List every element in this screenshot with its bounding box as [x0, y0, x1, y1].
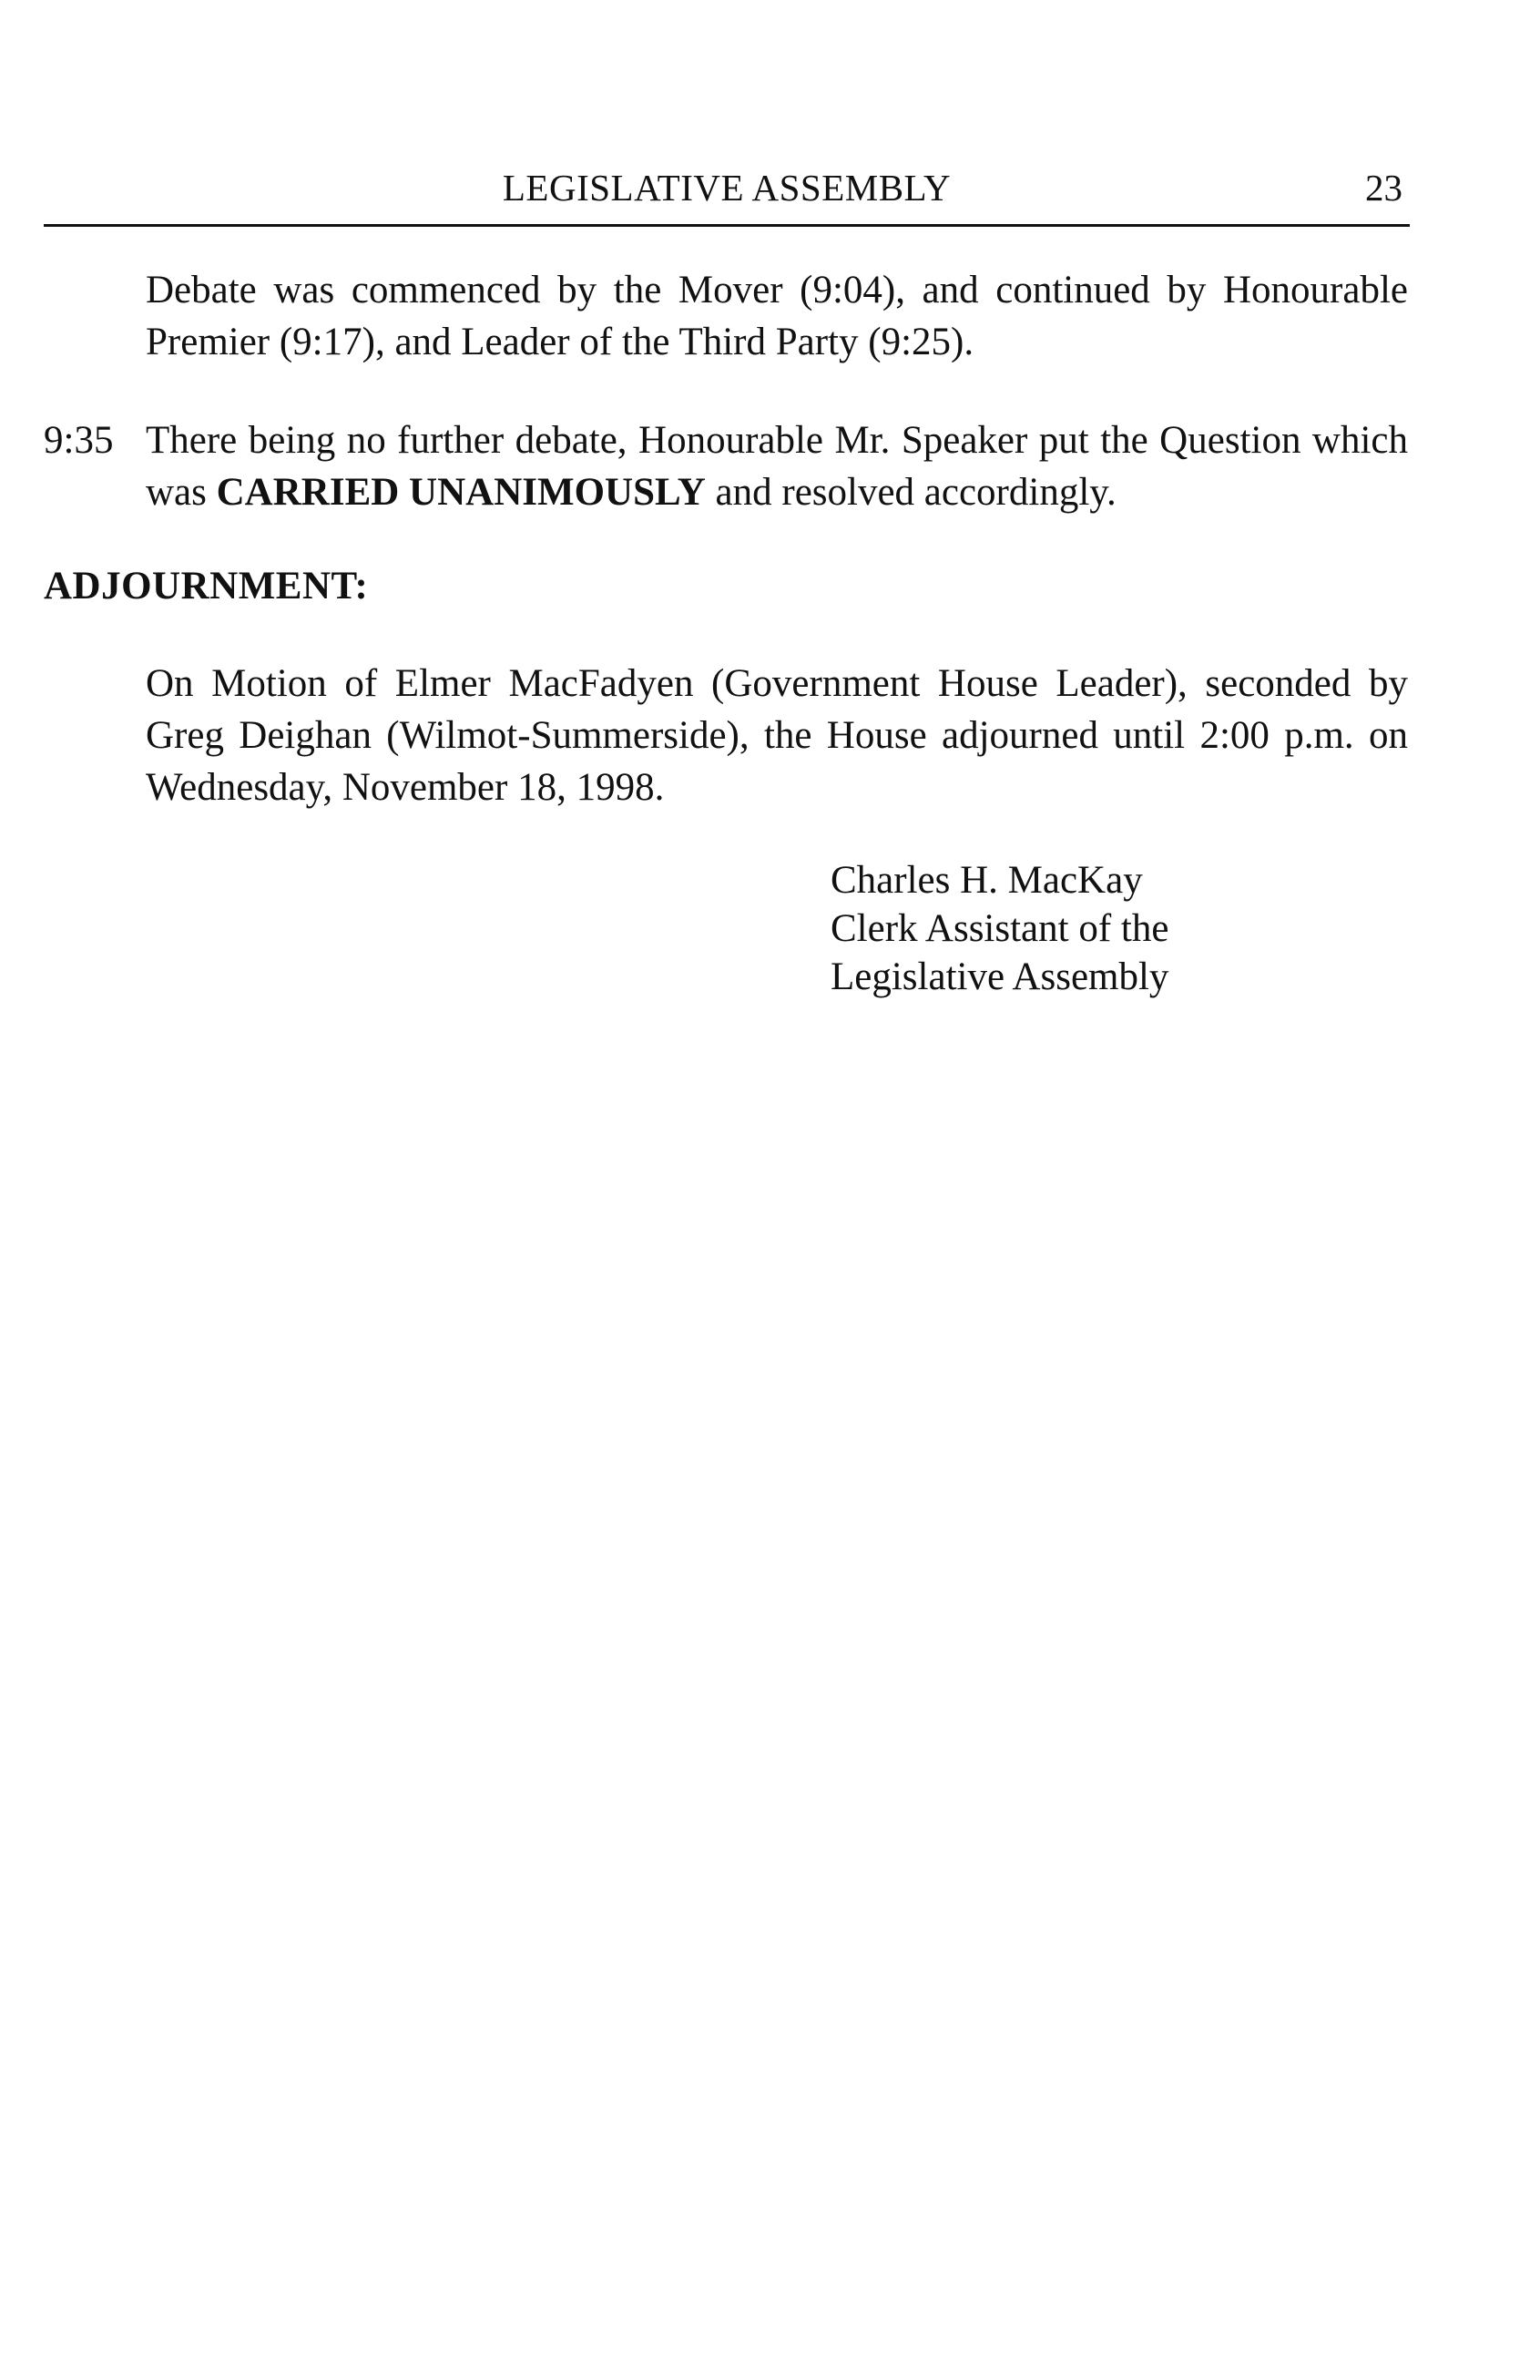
question-result: CARRIED UNANIMOUSLY [216, 471, 706, 514]
adjournment-heading: ADJOURNMENT: [44, 565, 369, 608]
page-title: LEGISLATIVE ASSEMBLY [502, 167, 952, 209]
signature-block [831, 856, 1168, 1001]
page-number: 23 [1365, 167, 1402, 209]
signature-name: Charles H. MacKay [831, 859, 1143, 902]
page-header [44, 166, 1410, 227]
question-text-before: There being no further debate, Honourable Mr. Speaker put the Question which was [146, 419, 1408, 514]
adjournment-paragraph: On Motion of Elmer MacFadyen (Government House Leader), seconded by Greg Deighan (Wilmot-Summerside), the House adjourned until 2:00 p.m. on Wednesday, November 18, 1998. [146, 662, 1408, 809]
question-paragraph [146, 414, 1408, 518]
debate-paragraph: Debate was commenced by the Mover (9:04), and continued by Honourable Premier (9:17), and Leader of the Third Party (9:25). [146, 269, 1408, 363]
time-stamp: 9:35 [44, 419, 114, 462]
signature-title-line2: Legislative Assembly [831, 955, 1169, 998]
signature-title-line1: Clerk Assistant of the [831, 907, 1169, 950]
question-text-after: and resolved accordingly. [705, 471, 1117, 514]
